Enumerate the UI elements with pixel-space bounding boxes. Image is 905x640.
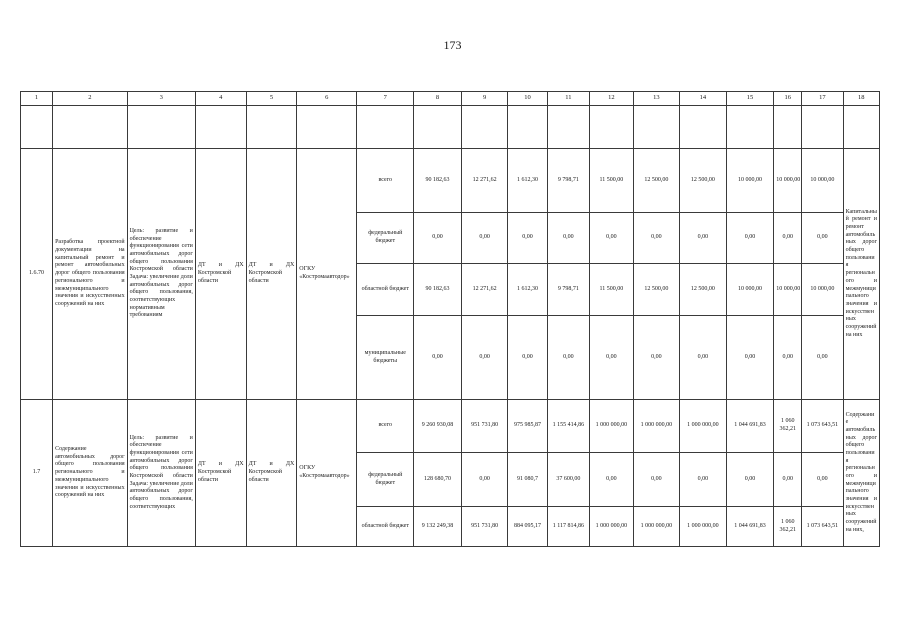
- funding-value: 0,00: [802, 316, 843, 400]
- col-header: 5: [246, 92, 297, 106]
- col-header: 4: [195, 92, 246, 106]
- funding-value: 11 500,00: [590, 149, 633, 213]
- funding-value: 0,00: [461, 316, 508, 400]
- funding-value: 0,00: [590, 453, 633, 507]
- funding-value: 0,00: [680, 316, 727, 400]
- funding-value: 0,00: [547, 213, 589, 264]
- funding-value: 0,00: [461, 213, 508, 264]
- funding-value: 884 095,17: [508, 507, 547, 547]
- funding-value: 0,00: [726, 213, 774, 264]
- row-goal: Цель: развитие и обеспечение функционирования сети автомобильных дорог общего пользования Костромской области Задача: увеличение доли автомобильных дорог общего пользования, соответствующих: [127, 400, 195, 547]
- funding-value: 12 500,00: [680, 149, 727, 213]
- funding-value: 128 680,70: [414, 453, 462, 507]
- col-header: 17: [802, 92, 843, 106]
- funding-value: 1 000 000,00: [590, 400, 633, 453]
- blank-row: [21, 106, 880, 149]
- funding-value: 90 182,63: [414, 149, 462, 213]
- funding-source: федеральный бюджет: [357, 453, 414, 507]
- funding-value: 10 000,00: [774, 149, 802, 213]
- funding-source: всего: [357, 149, 414, 213]
- funding-value: 12 500,00: [633, 149, 680, 213]
- col-header: 15: [726, 92, 774, 106]
- row-name: Содержание автомобильных дорог общего пользования регионального и межмуниципального значения и искусственных сооружений на них: [53, 400, 128, 547]
- funding-value: 0,00: [414, 213, 462, 264]
- col-header: 8: [414, 92, 462, 106]
- table-row: [21, 149, 880, 213]
- col-header: 3: [127, 92, 195, 106]
- funding-value: 951 731,80: [461, 400, 508, 453]
- funding-value: 0,00: [680, 453, 727, 507]
- funding-value: 975 985,87: [508, 400, 547, 453]
- funding-value: 0,00: [508, 316, 547, 400]
- funding-value: 9 798,71: [547, 149, 589, 213]
- funding-value: 1 044 691,83: [726, 400, 774, 453]
- funding-value: 91 080,7: [508, 453, 547, 507]
- funding-value: 9 798,71: [547, 264, 589, 316]
- funding-source: областной бюджет: [357, 507, 414, 547]
- funding-value: 90 182,63: [414, 264, 462, 316]
- col-header: 11: [547, 92, 589, 106]
- funding-value: 1 155 414,86: [547, 400, 589, 453]
- funding-source: федеральный бюджет: [357, 213, 414, 264]
- col-header: 16: [774, 92, 802, 106]
- page-number: 173: [443, 38, 462, 52]
- funding-value: 0,00: [726, 316, 774, 400]
- funding-value: 9 260 930,08: [414, 400, 462, 453]
- row-id: 1.6.70: [21, 149, 53, 400]
- funding-value: 1 060 362,21: [774, 400, 802, 453]
- row-organization: ОГКУ «Костромаавтодор»: [297, 400, 357, 547]
- funding-value: 12 271,62: [461, 149, 508, 213]
- funding-source: всего: [357, 400, 414, 453]
- funding-value: 0,00: [547, 316, 589, 400]
- col-header: 1: [21, 92, 53, 106]
- funding-value: 10 000,00: [726, 149, 774, 213]
- funding-value: 0,00: [774, 316, 802, 400]
- row-id: 1.7: [21, 400, 53, 547]
- funding-value: 0,00: [633, 453, 680, 507]
- funding-value: 1 000 000,00: [633, 507, 680, 547]
- funding-value: 10 000,00: [802, 149, 843, 213]
- col-header: 2: [53, 92, 128, 106]
- col-header: 10: [508, 92, 547, 106]
- funding-value: 37 600,00: [547, 453, 589, 507]
- funding-value: 0,00: [726, 453, 774, 507]
- funding-value: 0,00: [590, 213, 633, 264]
- row-result: Содержание автомобильных дорог общего пользования регионального и межмуниципального значения и искусственных сооружений на них,: [843, 400, 879, 547]
- table-row: [21, 400, 880, 453]
- row-goal: Цель: развитие и обеспечение функционирования сети автомобильных дорог общего пользования Костромской области Задача: увеличение доли автомобильных дорог общего пользования, соответствующих нормативным требованиям: [127, 149, 195, 400]
- row-executor: ДТ и ДХ Костромской области: [246, 400, 297, 547]
- funding-value: 1 000 000,00: [590, 507, 633, 547]
- funding-value: 1 612,30: [508, 149, 547, 213]
- funding-value: 0,00: [633, 213, 680, 264]
- col-header: 18: [843, 92, 879, 106]
- col-header: 7: [357, 92, 414, 106]
- funding-value: 1 117 814,86: [547, 507, 589, 547]
- funding-value: 0,00: [461, 453, 508, 507]
- funding-value: 10 000,00: [726, 264, 774, 316]
- row-responsible: ДТ и ДХ Костромской области: [195, 400, 246, 547]
- funding-value: 1 000 000,00: [680, 507, 727, 547]
- funding-value: 1 044 691,83: [726, 507, 774, 547]
- funding-value: 1 000 000,00: [680, 400, 727, 453]
- funding-value: 0,00: [590, 316, 633, 400]
- funding-value: 1 073 643,51: [802, 400, 843, 453]
- funding-value: 12 271,62: [461, 264, 508, 316]
- funding-value: 0,00: [414, 316, 462, 400]
- funding-source: областной бюджет: [357, 264, 414, 316]
- funding-value: 12 500,00: [633, 264, 680, 316]
- funding-value: 1 060 362,21: [774, 507, 802, 547]
- col-header: 6: [297, 92, 357, 106]
- budget-table: [20, 91, 880, 547]
- funding-value: 1 073 643,51: [802, 507, 843, 547]
- funding-value: 9 132 249,38: [414, 507, 462, 547]
- row-responsible: ДТ и ДХ Костромской области: [195, 149, 246, 400]
- funding-value: 12 500,00: [680, 264, 727, 316]
- header-row: [21, 92, 880, 106]
- funding-value: 10 000,00: [802, 264, 843, 316]
- col-header: 9: [461, 92, 508, 106]
- funding-value: 0,00: [802, 213, 843, 264]
- funding-value: 0,00: [802, 453, 843, 507]
- funding-source: муниципальные бюджеты: [357, 316, 414, 400]
- funding-value: 1 612,30: [508, 264, 547, 316]
- funding-value: 10 000,00: [774, 264, 802, 316]
- funding-value: 0,00: [633, 316, 680, 400]
- row-executor: ДТ и ДХ Костромской области: [246, 149, 297, 400]
- funding-value: 0,00: [508, 213, 547, 264]
- col-header: 13: [633, 92, 680, 106]
- funding-value: 11 500,00: [590, 264, 633, 316]
- funding-value: 0,00: [680, 213, 727, 264]
- funding-value: 1 000 000,00: [633, 400, 680, 453]
- funding-value: 0,00: [774, 213, 802, 264]
- funding-value: 0,00: [774, 453, 802, 507]
- col-header: 12: [590, 92, 633, 106]
- row-name: Разработка проектной документации на капитальный ремонт и ремонт автомобильных дорог общего пользования регионального и межмуниципального значения и искусственных сооружений на них: [53, 149, 128, 400]
- row-result: Капитальный ремонт и ремонт автомобильных дорог общего пользования регионального и межмуниципального значения и искусственных сооружений на них: [843, 149, 879, 400]
- row-organization: ОГКУ «Костромаавтодор»: [297, 149, 357, 400]
- funding-value: 951 731,80: [461, 507, 508, 547]
- col-header: 14: [680, 92, 727, 106]
